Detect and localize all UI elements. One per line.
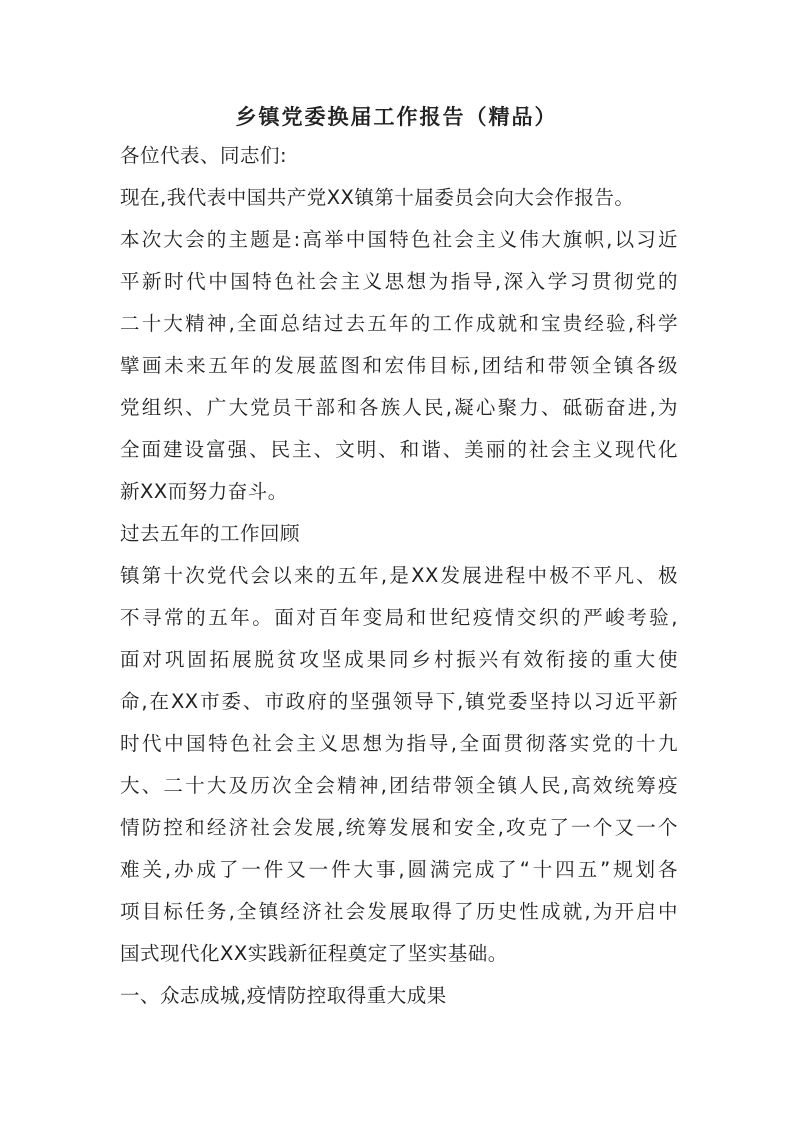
text-line: 难关,办成了一件又一件大事,圆满完成了“十四五”规划各 xyxy=(120,858,678,881)
paragraph xyxy=(120,226,678,520)
text-line: 项目标任务,全镇经济社会发展取得了历史性成就,为开启中 xyxy=(120,900,678,923)
text-line: 过去五年的工作回顾 xyxy=(120,522,301,545)
document-body xyxy=(120,142,678,1024)
paragraph xyxy=(120,520,678,562)
text-line: 现在,我代表中国共产党XX镇第十届委员会向大会作报告。 xyxy=(120,186,635,209)
text-line: 面对巩固拓展脱贫攻坚成果同乡村振兴有效衔接的重大使 xyxy=(120,648,678,671)
text-line: 一、众志成城,疫情防控取得重大成果 xyxy=(120,984,447,1007)
text-line: 平新时代中国特色社会主义思想为指导,深入学习贯彻党的 xyxy=(120,270,678,293)
text-line: 二十大精神,全面总结过去五年的工作成就和宝贵经验,科学 xyxy=(120,312,678,335)
paragraph xyxy=(120,184,678,226)
text-line: 擘画未来五年的发展蓝图和宏伟目标,团结和带领全镇各级 xyxy=(120,354,678,377)
text-line: 情防控和经济社会发展,统筹发展和安全,攻克了一个又一个 xyxy=(120,816,678,839)
text-line: 命,在XX市委、市政府的坚强领导下,镇党委坚持以习近平新 xyxy=(120,690,678,713)
paragraph xyxy=(120,142,678,184)
text-line: 新XX而努力奋斗。 xyxy=(120,480,288,503)
text-line: 国式现代化XX实践新征程奠定了坚实基础。 xyxy=(120,942,508,965)
text-line: 全面建设富强、民主、文明、和谐、美丽的社会主义现代化 xyxy=(120,438,678,461)
text-line: 本次大会的主题是:高举中国特色社会主义伟大旗帜,以习近 xyxy=(120,228,678,251)
text-line: 不寻常的五年。面对百年变局和世纪疫情交织的严峻考验, xyxy=(120,606,678,629)
text-line: 党组织、广大党员干部和各族人民,凝心聚力、砥砺奋进,为 xyxy=(120,396,678,419)
text-line: 大、二十大及历次全会精神,团结带领全镇人民,高效统筹疫 xyxy=(120,774,678,797)
document-title: 乡镇党委换届工作报告（精品） xyxy=(235,105,558,129)
text-line: 时代中国特色社会主义思想为指导,全面贯彻落实党的十九 xyxy=(120,732,678,755)
paragraph xyxy=(120,562,678,982)
text-line: 镇第十次党代会以来的五年,是XX发展进程中极不平凡、极 xyxy=(120,564,678,587)
text-line: 各位代表、同志们: xyxy=(120,144,288,167)
paragraph xyxy=(120,982,678,1024)
